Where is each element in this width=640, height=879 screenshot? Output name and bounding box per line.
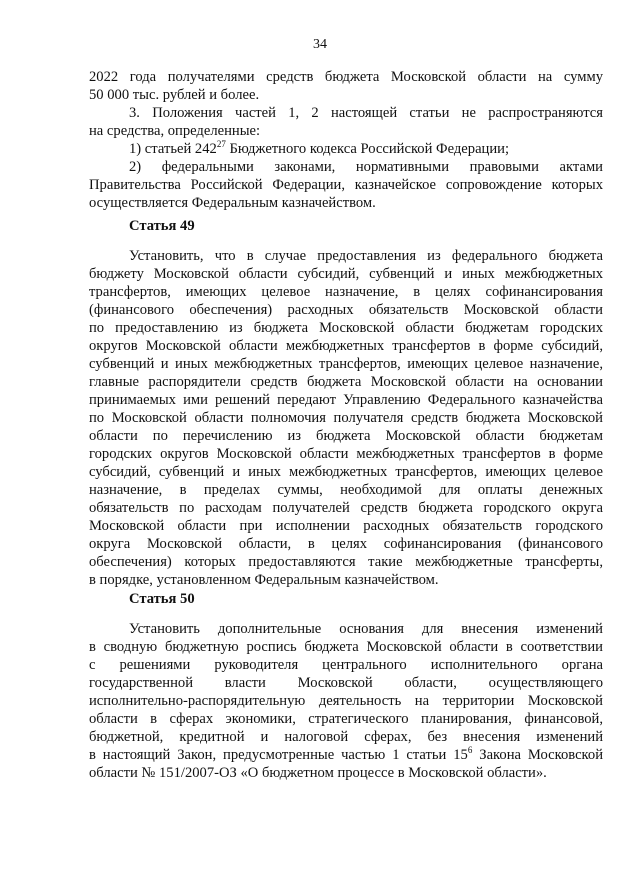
- text-line: назначение, в пределах суммы, необходимой для оплаты денежных: [89, 482, 603, 498]
- text-line: обязательств по расходам получателей средств бюджета городского округа: [89, 500, 603, 516]
- item-text: Бюджетного кодекса Российской Федерации;: [225, 141, 510, 157]
- text-line: 3. Положения частей 1, 2 настоящей статьи не распространяются: [129, 105, 603, 121]
- text-line: 2022 года получателями средств бюджета Московской области на сумму: [89, 69, 603, 85]
- text-line: городских округов Московской области межбюджетных трансфертов в форме: [89, 446, 603, 462]
- article-49-heading: Статья 49: [129, 218, 195, 234]
- text-line: Правительства Российской Федерации, казначейское сопровождение которых: [89, 177, 603, 193]
- continuation-block: [89, 68, 603, 212]
- line-text: в настоящий Закон, предусмотренные частью 1 статьи 15: [89, 747, 468, 763]
- text-line: по Московской области полномочия получателя средств бюджета Московской: [89, 410, 603, 426]
- text-line: области № 151/2007-ОЗ «О бюджетном процессе в Московской области».: [89, 765, 547, 781]
- article-49-text: [89, 247, 603, 589]
- text-line: по предоставлению из бюджета Московской области бюджетам городских: [89, 320, 603, 336]
- list-item: [89, 140, 603, 158]
- text-line: в порядке, установленном Федеральным казначейством.: [89, 572, 439, 588]
- text-line: (финансового обеспечения) расходных обязательств Московской области: [89, 302, 603, 318]
- text-line: субвенций и иных межбюджетных трансфертов, имеющих целевое назначение,: [89, 356, 603, 372]
- text-line: принимаемых ими решений передают Управлению Федерального казначейства: [89, 392, 603, 408]
- text-line: субсидий, субвенций и иных межбюджетных трансфертов, имеющих целевое: [89, 464, 603, 480]
- text-line: трансфертов, имеющих целевое назначение, в целях софинансирования: [89, 284, 603, 300]
- text-line: округов Московской области межбюджетных трансфертов в форме субсидий,: [89, 338, 603, 354]
- text-line: бюджету Московской области субсидий, субвенций и иных межбюджетных: [89, 266, 603, 282]
- text-line: 2) федеральными законами, нормативными правовыми актами: [129, 159, 603, 175]
- text-line: государственной власти Московской области, осуществляющего: [89, 675, 603, 691]
- text-line: с решениями руководителя центрального исполнительного органа: [89, 657, 603, 673]
- text-line: бюджетной, кредитной и налоговой сферах, без внесения изменений: [89, 729, 603, 745]
- text-line: в сводную бюджетную роспись бюджета Московской области в соответствии: [89, 639, 603, 655]
- text-line: на средства, определенные:: [89, 123, 261, 139]
- text-line: обеспечения) которых предоставляются такие межбюджетные трансферты,: [89, 554, 603, 570]
- text-line: области в сферах экономики, стратегического планирования, финансовой,: [89, 711, 603, 727]
- superscript: 27: [216, 139, 226, 149]
- text-line: Установить дополнительные основания для внесения изменений: [129, 621, 603, 637]
- text-line: 50 000 тыс. рублей и более.: [89, 87, 260, 103]
- text-line: исполнительно-распорядительную деятельность на территории Московской: [89, 693, 603, 709]
- page-number: 34: [313, 37, 327, 52]
- text-line: главные распорядители средств бюджета Московской области на основании: [89, 374, 603, 390]
- text-line: области по перечислению из бюджета Московской области бюджетам: [89, 428, 603, 444]
- item-text: 1) статьей 242: [129, 141, 217, 157]
- text-line: округа Московской области, в целях софинансирования (финансового: [89, 536, 603, 552]
- text-line: осуществляется Федеральным казначейством.: [89, 195, 376, 211]
- line-text: Закона Московской: [472, 747, 604, 763]
- article-50-heading: Статья 50: [129, 591, 195, 607]
- text-line: Московской области при исполнении расходных обязательств городского: [89, 518, 603, 534]
- article-50-text: [89, 620, 603, 782]
- text-line: Установить, что в случае предоставления из федерального бюджета: [129, 248, 603, 264]
- text-line: [89, 746, 603, 764]
- superscript: 6: [467, 745, 473, 755]
